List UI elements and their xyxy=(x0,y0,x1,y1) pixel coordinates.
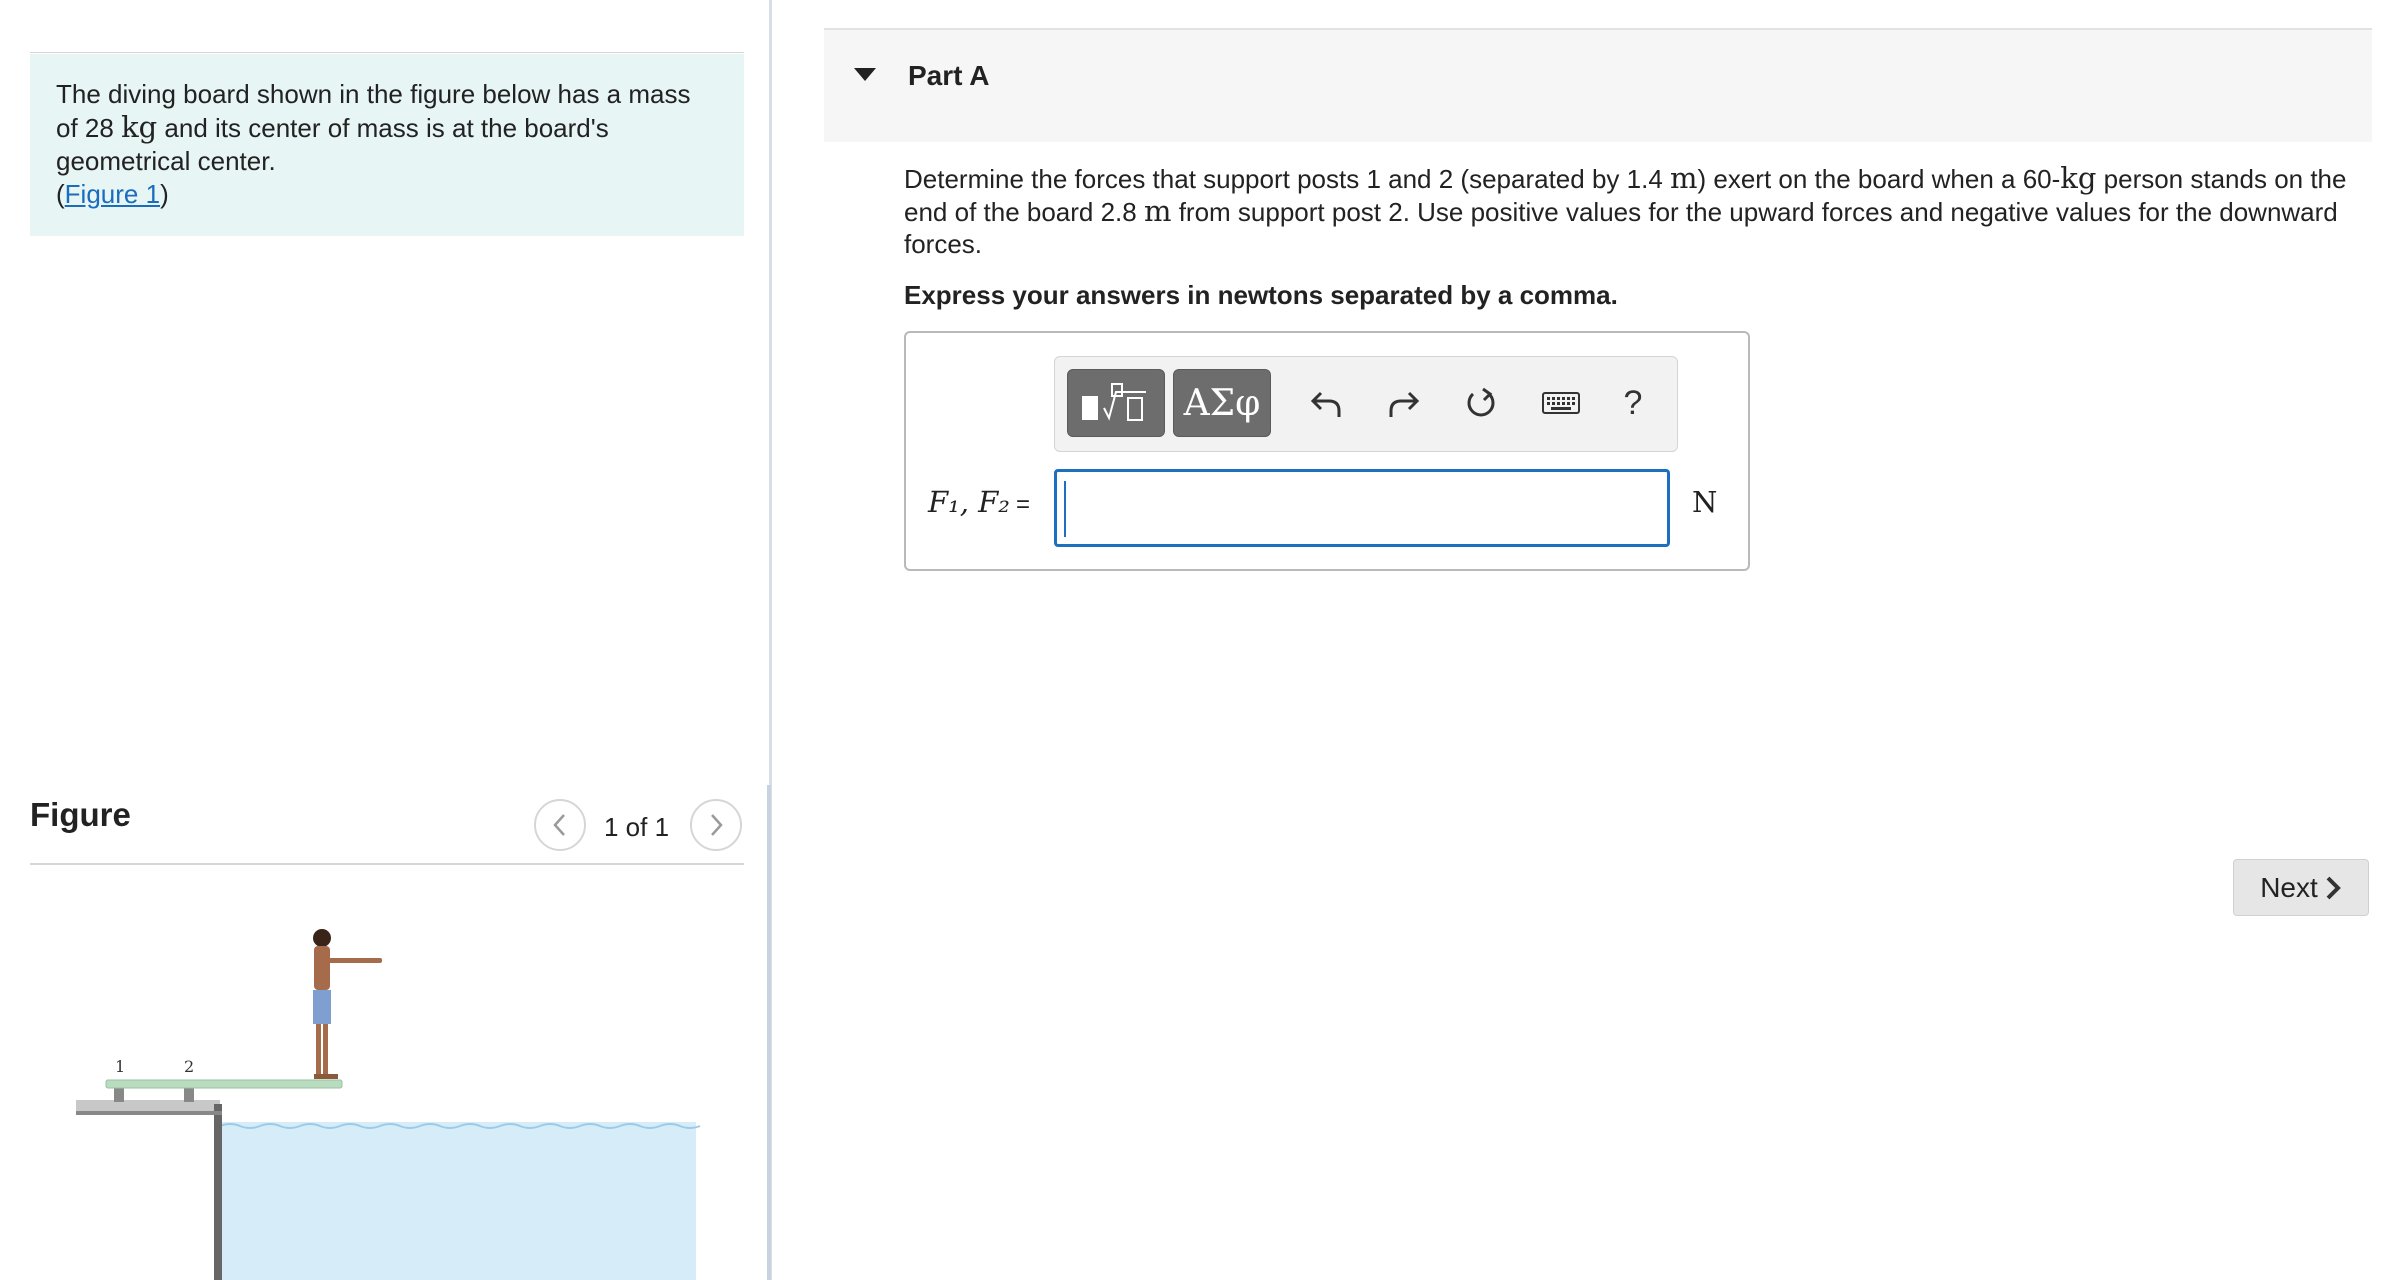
answer-input[interactable] xyxy=(1054,469,1670,547)
question-text-d: from support post 2. Use positive values for the upward forces and negative values for the downward forces. xyxy=(904,197,2338,259)
diving-board xyxy=(106,1080,342,1088)
math-toolbar xyxy=(1054,356,1678,452)
templates-button[interactable] xyxy=(1067,369,1165,437)
question-text xyxy=(904,162,2354,260)
question-text-a: Determine the forces that support posts 1 and 2 (separated by 1.4 xyxy=(904,164,1670,194)
templates-icon xyxy=(1076,378,1156,428)
answer-variables: F₁, F₂ xyxy=(928,485,1010,519)
answer-instruction: Express your answers in newtons separated by a comma. xyxy=(904,280,1618,310)
figure-heading: Figure xyxy=(30,796,131,833)
unit-m-1: m xyxy=(1670,161,1698,195)
chevron-right-icon xyxy=(706,812,726,838)
water xyxy=(220,1122,696,1280)
greek-symbols-button[interactable]: ΑΣφ xyxy=(1173,369,1271,437)
intro-mass-unit: kg xyxy=(121,110,158,144)
intro-text-a: The diving board shown in the figure below has a mass of 28 xyxy=(56,79,691,143)
chevron-right-icon xyxy=(2324,875,2342,901)
unit-kg: kg xyxy=(2060,161,2097,195)
post-1-label: 1 xyxy=(115,1057,126,1076)
part-title[interactable]: Part A xyxy=(908,60,990,91)
problem-intro xyxy=(30,54,744,236)
answer-unit: N xyxy=(1692,485,1718,519)
person xyxy=(313,929,382,1079)
undo-icon[interactable] xyxy=(1301,377,1353,429)
collapse-caret-icon[interactable] xyxy=(854,68,876,81)
figure-divider xyxy=(30,863,744,865)
text-cursor xyxy=(1064,481,1066,537)
answer-variable-label xyxy=(928,485,1030,519)
pool-wall xyxy=(214,1104,222,1280)
unit-m-2: m xyxy=(1143,194,1172,228)
panel-divider-accent xyxy=(767,785,771,1280)
reset-icon[interactable] xyxy=(1455,377,1507,429)
equals-sign: = xyxy=(1015,491,1030,518)
chevron-left-icon xyxy=(550,812,570,838)
intro-text-b: and its center of mass is at the board's geometrical center. xyxy=(56,113,609,176)
post-2-label: 2 xyxy=(184,1057,195,1076)
question-text-b: ) exert on the board when a 60- xyxy=(1697,164,2061,194)
platform-top xyxy=(76,1100,220,1112)
diving-board-figure xyxy=(30,900,710,1280)
part-a-header[interactable] xyxy=(824,28,2372,142)
question-text-c: person stands on the end of the board 2.8 xyxy=(904,164,2347,227)
paren-close: ) xyxy=(160,179,169,209)
keyboard-icon[interactable] xyxy=(1535,377,1587,429)
next-button-label: Next xyxy=(2260,871,2318,903)
next-figure-button[interactable] xyxy=(690,799,742,851)
help-button[interactable]: ? xyxy=(1623,383,1643,422)
next-button[interactable] xyxy=(2233,859,2369,916)
paren-open: ( xyxy=(56,179,65,209)
answer-box xyxy=(904,331,1750,571)
left-panel xyxy=(0,0,770,1280)
figure-pager-count: 1 of 1 xyxy=(604,812,670,842)
figure-1-link[interactable]: Figure 1 xyxy=(64,179,161,209)
platform-edge xyxy=(76,1111,222,1115)
previous-figure-button[interactable] xyxy=(534,799,586,851)
redo-icon[interactable] xyxy=(1377,377,1429,429)
top-divider xyxy=(30,52,744,53)
